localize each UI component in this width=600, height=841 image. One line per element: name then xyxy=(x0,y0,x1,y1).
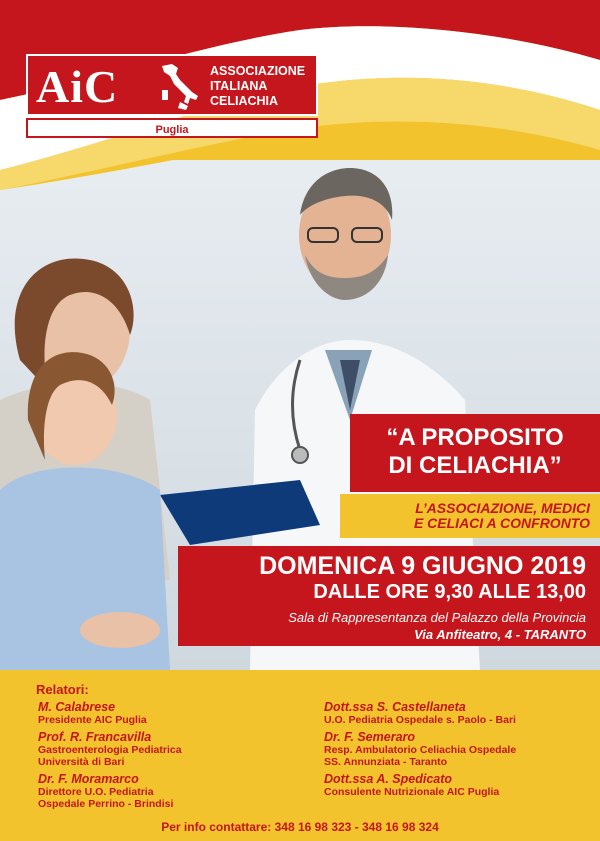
speaker-item xyxy=(38,772,182,810)
speaker-role: Ospedale Perrino - Brindisi xyxy=(38,798,174,810)
event-subtitle xyxy=(340,501,590,531)
speaker-name: M. Calabrese xyxy=(38,700,116,714)
event-date: DOMENICA 9 GIUGNO 2019 xyxy=(259,552,586,580)
logo-line-3: CELIACHIA xyxy=(210,94,279,108)
speaker-role: Consulente Nutrizionale AIC Puglia xyxy=(324,786,500,798)
speakers-section xyxy=(0,672,600,841)
speaker-role: Gastroenterologia Pediatrica xyxy=(38,744,182,756)
event-time: DALLE ORE 9,30 ALLE 13,00 xyxy=(313,581,586,603)
italy-map-icon xyxy=(156,62,200,112)
logo-red-band xyxy=(26,54,318,116)
speakers-heading: Relatori: xyxy=(36,682,89,697)
event-title-line-1: “A PROPOSITO xyxy=(386,424,564,451)
aic-logo xyxy=(26,54,318,138)
speakers-right-column xyxy=(324,700,516,802)
speaker-name: Dr. F. Moramarco xyxy=(38,772,139,786)
logo-region: Puglia xyxy=(155,124,189,136)
speaker-item xyxy=(38,730,182,768)
speaker-name: Dott.ssa A. Spedicato xyxy=(324,772,453,786)
speaker-item xyxy=(324,700,516,726)
event-venue: Sala di Rappresentanza del Palazzo della Provincia xyxy=(288,610,586,625)
event-title xyxy=(350,424,600,480)
speaker-role: SS. Annunziata - Taranto xyxy=(324,756,448,768)
event-title-box xyxy=(350,414,600,492)
logo-region-band xyxy=(26,118,318,138)
speaker-item xyxy=(38,700,182,726)
speaker-name: Dr. F. Semeraro xyxy=(324,730,416,744)
contact-info: Per info contattare: 348 16 98 323 - 348 16 98 324 xyxy=(161,820,439,834)
speaker-item xyxy=(324,772,516,798)
speaker-role: U.O. Pediatria Ospedale s. Paolo - Bari xyxy=(324,714,516,726)
event-subtitle-line-2: E CELIACI A CONFRONTO xyxy=(413,515,590,531)
event-title-line-2: DI CELIACHIA” xyxy=(388,452,562,479)
speakers-left-column xyxy=(38,700,182,814)
event-subtitle-box xyxy=(340,494,600,538)
speaker-name: Prof. R. Francavilla xyxy=(38,730,152,744)
speaker-item xyxy=(324,730,516,768)
logo-brand: AiC xyxy=(36,61,119,112)
speaker-name: Dott.ssa S. Castellaneta xyxy=(324,700,466,714)
logo-line-2: ITALIANA xyxy=(210,79,268,93)
speaker-role: Presidente AIC Puglia xyxy=(38,714,147,726)
speaker-role: Università di Bari xyxy=(38,756,125,768)
logo-line-1: ASSOCIAZIONE xyxy=(210,64,306,78)
event-date-box xyxy=(178,546,600,646)
event-subtitle-line-1: L’ASSOCIAZIONE, MEDICI xyxy=(415,500,590,516)
logo-association-name xyxy=(210,64,305,109)
speaker-role: Direttore U.O. Pediatria xyxy=(38,786,154,798)
event-address: Via Anfiteatro, 4 - TARANTO xyxy=(414,627,586,642)
speaker-role: Resp. Ambulatorio Celiachia Ospedale xyxy=(324,744,517,756)
